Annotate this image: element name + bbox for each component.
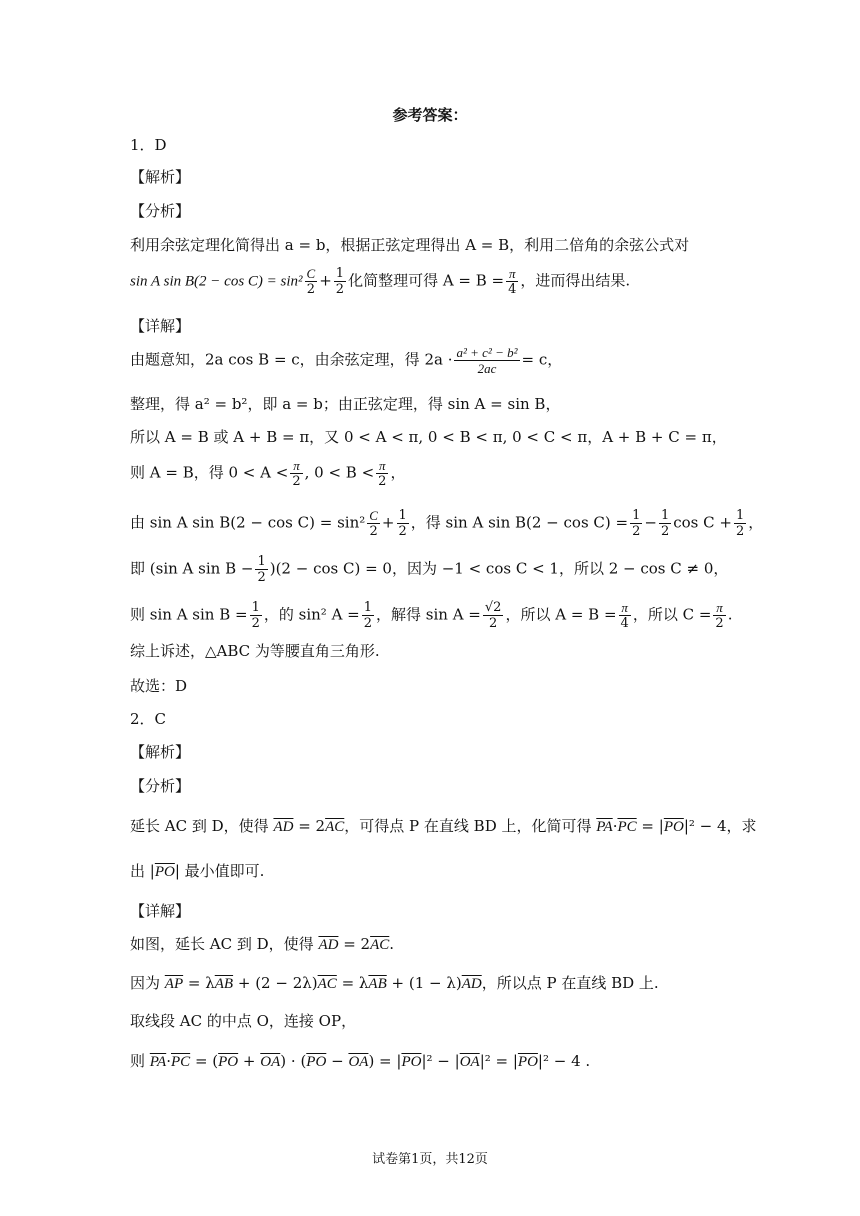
q1-fenxi-line1: 利用余弦定理化简得出 a = b，根据正弦定理得出 A = B，利用二倍角的余弦公式对 (130, 236, 690, 254)
q1-detail-line3: 所以 A = B 或 A + B = π，又 0 < A < π, 0 < B < π, 0 < C < π，A + B + C = π， (130, 428, 727, 446)
q1-fenxi-tag: 【分析】 (130, 202, 191, 220)
q2-fenxi-line1: 延长 AC 到 D，使得 $\overline{AD} = 2\overline{AC}$，可得点 P 在直线 BD 上，化简可得 $\overline{PA}\cdot\overline{PC} = |\overline{PO}|^2 - 4$，求 (130, 817, 757, 835)
q1-fenxi-line2: sin A sin B(2 − cos C) = sin² $\frac{C}{2}$ + $\frac{1}{2}$ 化简整理可得 A = B = $\frac{\pi}{4}$ ，进而得出结果. (130, 266, 631, 297)
q1-detail-line4: 则 A = B，得 0 < A < $\frac{\pi}{2}$ , 0 < B < $\frac{\pi}{2}$ ， (130, 458, 406, 489)
q2-number: 2．C (130, 710, 167, 728)
q2-detail-tag: 【详解】 (130, 902, 191, 920)
q1-detail-line6: 即 (sin A sin B − $\frac{1}{2}$ )(2 − cos C) = 0，因为 −1 < cos C < 1，所以 2 − cos C ≠ 0， (130, 554, 729, 585)
page-title: 参考答案： (392, 106, 468, 124)
page-footer: 试卷第1页，共12页 (372, 1152, 488, 1167)
q1-detail-tag: 【详解】 (130, 317, 191, 335)
q1-answer: 故选：D (130, 677, 188, 695)
q2-fenxi-tag: 【分析】 (130, 777, 191, 795)
q1-number: 1．D (130, 136, 167, 154)
q2-detail-line1: 如图，延长 AC 到 D，使得 $\overline{AD} = 2\overline{AC}$. (130, 935, 395, 953)
q1-detail-line7: 则 sin A sin B = $\frac{1}{2}$ ，的 sin² A = $\frac{1}{2}$ ，解得 sin A = $\frac{√2}{2}$ ，所以 A = B = $\frac{\pi}{4}$ ，所以 C = $\frac{\pi}{2}$ . (130, 600, 733, 631)
q2-detail-line2: 因为 $\overline{AP} = \lambda\overline{AB} + (2 - 2\lambda)\overline{AC} = \lambda\overline{AB} + (1 - \lambda)\overline{AD}$，所以点 P 在直线 BD 上. (130, 974, 659, 992)
q1-conclusion: 综上诉述，△ABC 为等腰直角三角形. (130, 642, 380, 660)
q1-detail-line5: 由 sin A sin B(2 − cos C) = sin² $\frac{C}{2}$ + $\frac{1}{2}$ ，得 sin A sin B(2 − cos C) = $\frac{1}{2}$ − $\frac{1}{2}$ cos C + $\frac{1}{2}$ ， (130, 508, 764, 539)
q1-detail-line2: 整理，得 a² = b²，即 a = b；由正弦定理，得 sin A = sin B， (130, 395, 561, 413)
q2-detail-line3: 取线段 AC 的中点 O，连接 OP， (130, 1012, 357, 1030)
q1-analysis-tag: 【解析】 (130, 168, 191, 186)
q2-detail-line4: 则 $\overline{PA}\cdot\overline{PC} = (\overline{PO} + \overline{OA}) \cdot (\overline{PO} - \overline{OA}) = |\overline{PO}|^2 - |\overline{OA}|^2 = |\overline{PO}|^2 - 4$ . (130, 1052, 591, 1070)
q1-detail-line1: 由题意知，2a cos B = c，由余弦定理，得 2a · $\frac{\text{a² + c² − b²}}{2ac}$ = c， (130, 345, 563, 376)
q2-fenxi-line2: 出 $|\overline{PO}|$ 最小值即可. (130, 862, 265, 880)
q2-analysis-tag: 【解析】 (130, 743, 191, 761)
